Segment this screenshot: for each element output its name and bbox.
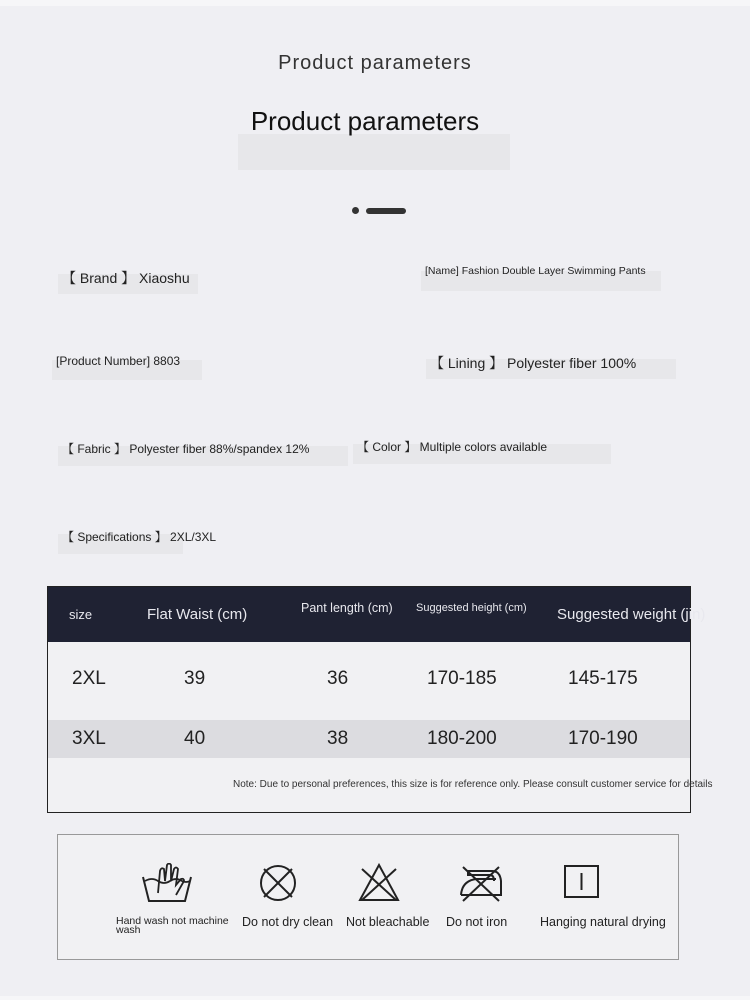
cell-suggested-height: 170-185 [427, 668, 497, 689]
care-label: Not bleachable [346, 915, 430, 929]
cell-flat-waist: 39 [184, 668, 206, 689]
header-size: size [69, 607, 93, 622]
hand-wash-icon [140, 863, 194, 905]
header-suggested-height: Suggested height (cm) [416, 602, 527, 614]
page-title: Product parameters [250, 106, 480, 136]
care-label: Hanging natural drying [540, 915, 666, 929]
hang-dry-icon [564, 863, 600, 899]
section-subtitle: Product parameters [278, 52, 472, 74]
cell-pant-length: 38 [327, 728, 349, 749]
header-suggested-weight: Suggested weight (jin) [557, 606, 706, 623]
table-row [48, 720, 690, 758]
cell-flat-waist: 40 [184, 728, 206, 749]
no-bleach-icon [358, 863, 400, 903]
no-iron-icon [458, 863, 504, 903]
param-brand: 【 Brand 】 Xiaoshu [62, 268, 190, 288]
param-color: 【 Color 】 Multiple colors available [357, 438, 547, 455]
param-specifications: 【 Specifications 】 2XL/3XL [62, 528, 216, 545]
care-instructions [57, 834, 679, 960]
param-lining: 【 Lining 】 Polyester fiber 100% [430, 353, 636, 373]
title-shadow-block [238, 134, 510, 170]
cell-suggested-weight: 145-175 [568, 668, 638, 689]
table-header [48, 587, 706, 642]
product-parameters-page [0, 6, 750, 996]
cell-pant-length: 36 [327, 668, 349, 689]
size-note: Note: Due to personal preferences, this size is for reference only. Please consult customer service for details [233, 779, 713, 790]
size-table [47, 586, 713, 813]
cell-suggested-height: 180-200 [427, 728, 497, 749]
cell-size: 3XL [72, 728, 106, 749]
param-fabric: 【 Fabric 】 Polyester fiber 88%/spandex 12% [62, 440, 309, 457]
table-row [48, 660, 690, 698]
no-dry-clean-icon [258, 863, 298, 903]
header-flat-waist: Flat Waist (cm) [147, 606, 248, 623]
care-label: Hand wash not machine wash [116, 915, 229, 936]
care-label: Do not iron [446, 915, 508, 929]
cell-size: 2XL [72, 668, 106, 689]
indicator-bar [366, 208, 406, 214]
header-pant-length: Pant length (cm) [301, 601, 393, 615]
cell-suggested-weight: 170-190 [568, 728, 638, 749]
indicator-dot [352, 207, 359, 214]
care-label: Do not dry clean [242, 915, 334, 929]
param-name: [Name] Fashion Double Layer Swimming Pants [425, 265, 646, 277]
param-product-number: [Product Number] 8803 [56, 354, 180, 368]
